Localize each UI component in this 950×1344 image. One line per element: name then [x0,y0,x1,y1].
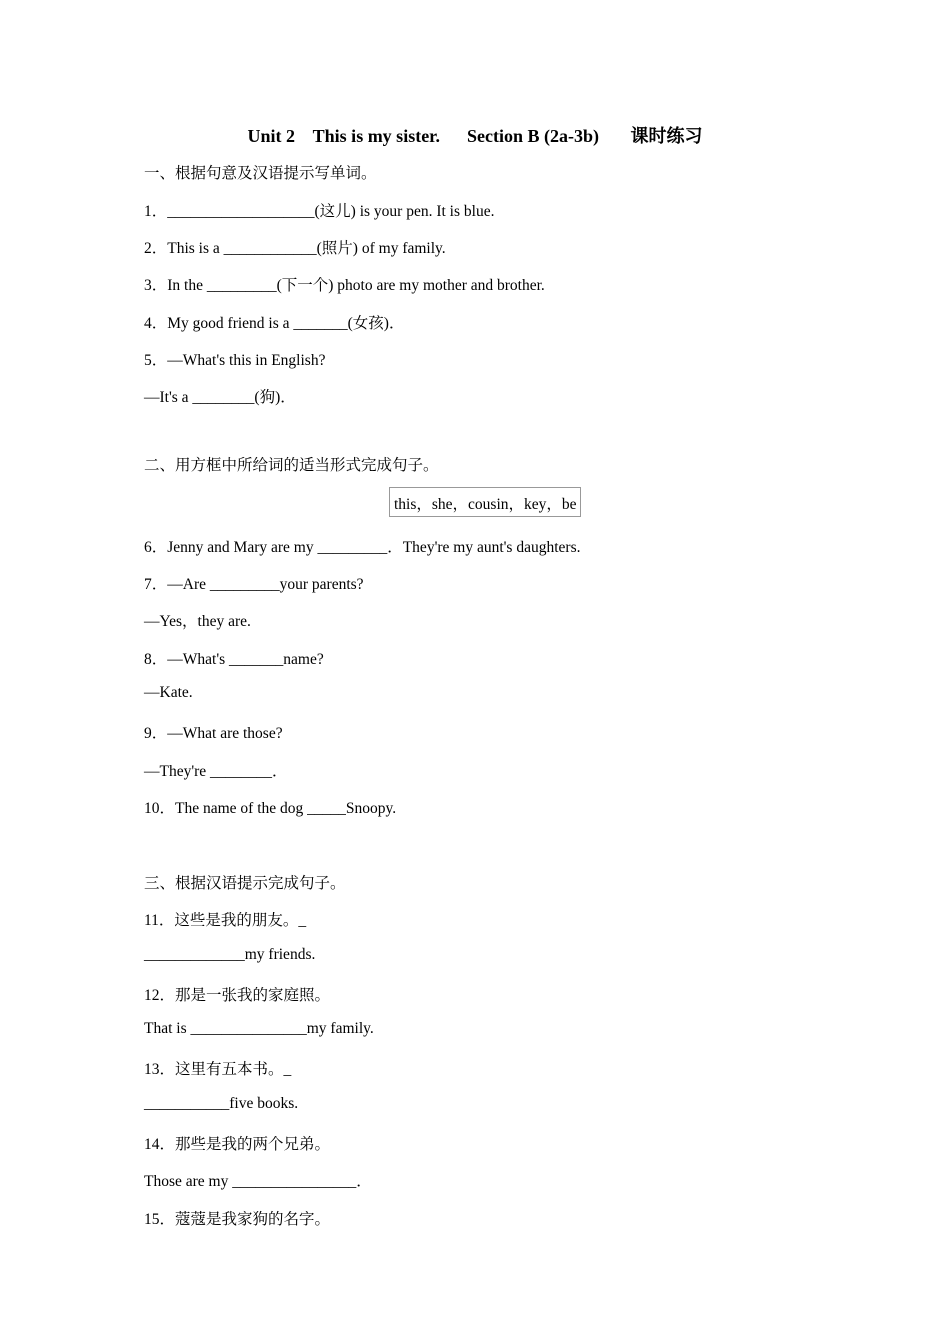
question-10: 10．The name of the dog _____Snoopy. [144,800,397,817]
section2-heading: 二、用方框中所给词的适当形式完成句子。 [144,457,439,474]
section3-heading: 三、根据汉语提示完成句子。 [144,875,346,892]
question-3: 3．In the _________(下一个) photo are my mother and brother. [144,277,545,294]
question-13: 13．这里有五本书。_ [144,1061,292,1078]
question-4: 4．My good friend is a _______(女孩)． [144,315,405,332]
question-8-answer: —Kate. [144,684,193,701]
question-1: 1．___________________(这儿) is your pen. It is blue. [144,203,495,220]
question-6: 6．Jenny and Mary are my _________．They're my aunt's daughters. [144,539,581,556]
word-box: this，she，cousin，key，be [389,487,581,517]
worksheet-title: Unit 2 This is my sister. Section B (2a-3b) 课时练习 [247,126,703,146]
question-9: 9．—What are those? [144,725,283,742]
question-14: 14．那些是我的两个兄弟。 [144,1136,331,1153]
question-12: 12．那是一张我的家庭照。 [144,987,331,1004]
question-11: 11．这些是我的朋友。_ [144,912,307,929]
question-7: 7．—Are _________your parents? [144,576,364,593]
question-14-answer: Those are my ________________． [144,1173,372,1190]
question-12-answer: That is _______________my family. [144,1020,374,1037]
section1-heading: 一、根据句意及汉语提示写单词。 [144,165,377,182]
question-13-answer: ___________five books. [144,1095,299,1112]
question-5-answer: —It's a ________(狗)． [144,389,296,406]
question-11-answer: _____________my friends. [144,946,316,963]
question-15: 15．蔻蔻是我家狗的名字。 [144,1211,331,1228]
question-2: 2．This is a ____________(照片) of my family. [144,240,446,257]
question-9-answer: —They're ________． [144,763,288,780]
question-8: 8．—What's _______name? [144,651,324,668]
question-5: 5．—What's this in English? [144,352,326,369]
question-7-answer: —Yes，they are. [144,613,251,630]
